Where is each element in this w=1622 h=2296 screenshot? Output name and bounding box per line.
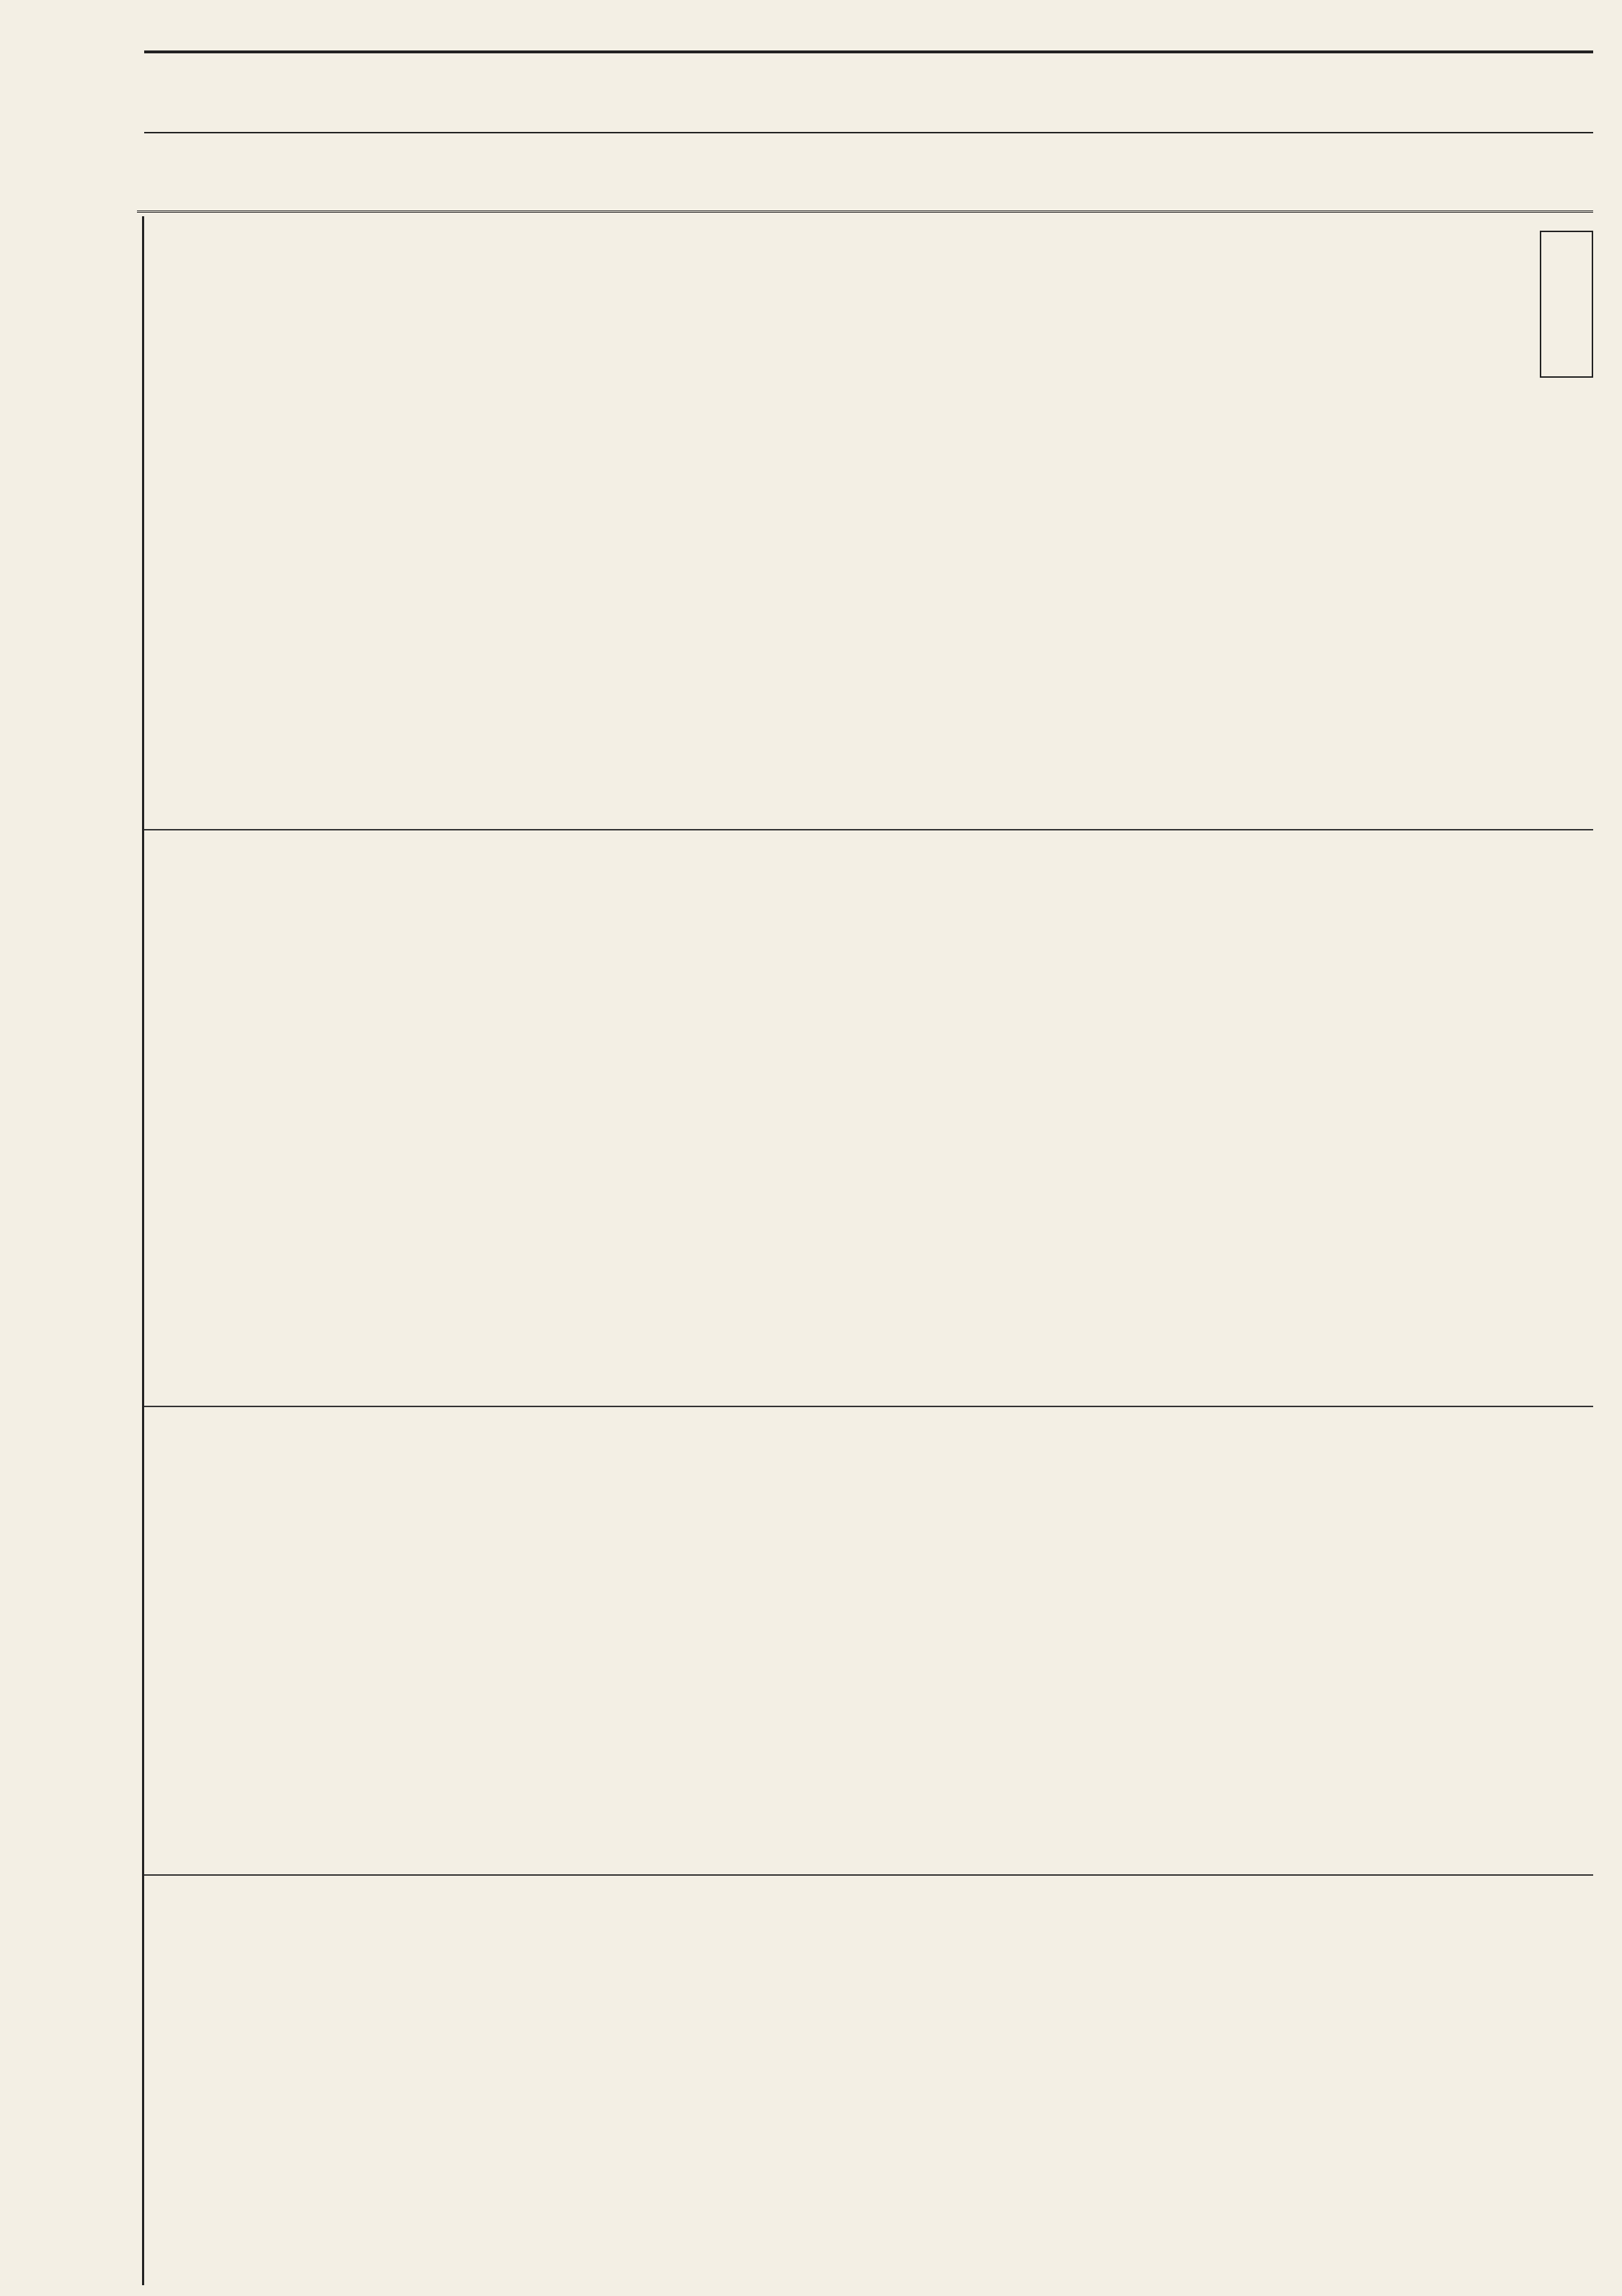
article-body [894,1420,1161,1853]
article-body [151,1420,440,1853]
column-rule [144,1406,1593,1407]
article-bandit-raid [151,843,490,1391]
article-body [1377,1889,1499,2264]
dateline [144,50,1593,133]
article-body [505,843,793,1377]
article-body [1226,1420,1492,1853]
article-shimen-dispute [151,1420,490,1867]
article-public-order [894,1420,1211,1867]
article-left-wing-army [894,843,1543,1391]
article-postal-strike [505,231,879,822]
article-body [151,843,440,1377]
article-body [894,231,1442,807]
article-body [505,231,793,807]
article-special-court [1226,1420,1543,1867]
article-body [505,1420,829,1853]
column-rule [144,829,1593,830]
article-changsha-council [151,1889,490,2278]
top-banner-ad [137,133,1593,213]
article-body [151,1889,440,2264]
section-tag [1540,231,1593,378]
article-body [894,843,1456,1377]
article-army-rice [505,843,879,1391]
column-rule [144,1874,1593,1876]
left-ad-strip [0,216,144,2285]
article-auto-bureau [894,231,1543,822]
article-anhua-bandits [1370,1889,1543,2278]
article-labor-union [505,1420,879,1867]
